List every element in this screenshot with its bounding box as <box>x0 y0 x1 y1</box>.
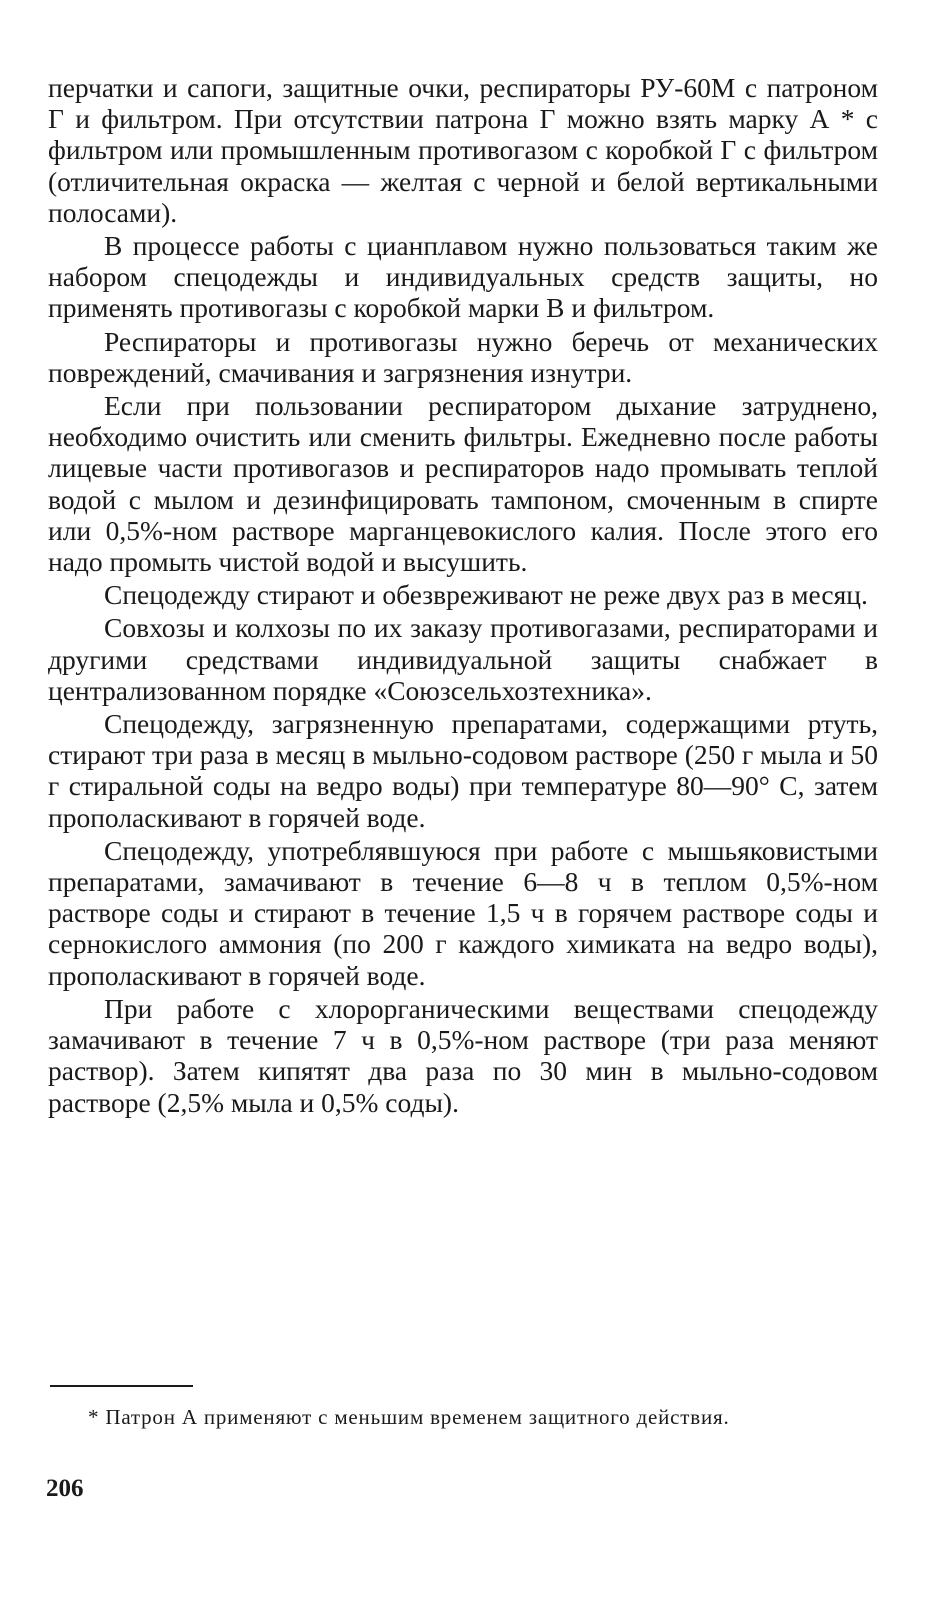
paragraph-mercury: Спецодежду, загрязненную препаратами, содержащими ртуть, стирают три раза в месяц в мыльно-содовом растворе (250 г мыла и 50 г стиральной соды на ведро воды) при температуре 80—90° С, затем прополаскивают в горячей воде. <box>48 708 878 833</box>
paragraph-continued: перчатки и сапоги, защитные очки, респираторы РУ-60М с патроном Г и фильтром. При отсутствии патрона Г можно взять марку А * с фильтром или промышленным противогазом с коробкой Г с фильтром (отличительная окраска — желтая с черной и белой вертикальными полосами). <box>48 72 878 228</box>
paragraph-arsenic: Спецодежду, употреблявшуюся при работе с мышьяковистыми препаратами, замачивают в течение 6—8 ч в теплом 0,5%-ном растворе соды и стирают в течение 1,5 ч в горячем растворе соды и сернокислого аммония (по 200 г каждого химиката на ведро воды), прополаскивают в горячей воде. <box>48 834 878 991</box>
paragraph-cleaning: Если при пользовании респиратором дыхание затруднено, необходимо очистить или сменить фильтры. Ежедневно после работы лицевые части противогазов и респираторов надо промывать теплой водой с мылом и дезинфицировать тампоном, смоченным в спирте или 0,5%-ном растворе марганцевокислого калия. После этого его надо промыть чистой водой и высушить. <box>48 390 878 578</box>
paragraph-supply: Совхозы и колхозы по их заказу противогазами, респираторами и другими средствами индивидуальной защиты снабжает в централизованном порядке «Союзсельхозтехника». <box>48 612 878 706</box>
paragraph-care: Респираторы и противогазы нужно беречь от механических повреждений, смачивания и загрязнения изнутри. <box>48 325 878 388</box>
paragraph-cyanplav: В процессе работы с цианплавом нужно пользоваться таким же набором спецодежды и индивидуальных средств защиты, но применять противогазы с коробкой марки В и фильтром. <box>48 230 878 324</box>
paragraph-washing-frequency: Спецодежду стирают и обезвреживают не реже двух раз в месяц. <box>104 579 868 611</box>
footnote-divider <box>50 1385 193 1387</box>
page-body <box>48 72 878 1118</box>
footnote: * Патрон А применяют с меньшим временем защитного действия. <box>88 1405 730 1429</box>
page-number: 206 <box>46 1475 84 1502</box>
paragraph-organochlorine: При работе с хлорорганическими веществами спецодежду замачивают в течение 7 ч в 0,5%-ном растворе (три раза меняют раствор). Затем кипятят два раза по 30 мин в мыльно-содовом растворе (2,5% мыла и 0,5% соды). <box>48 992 878 1118</box>
